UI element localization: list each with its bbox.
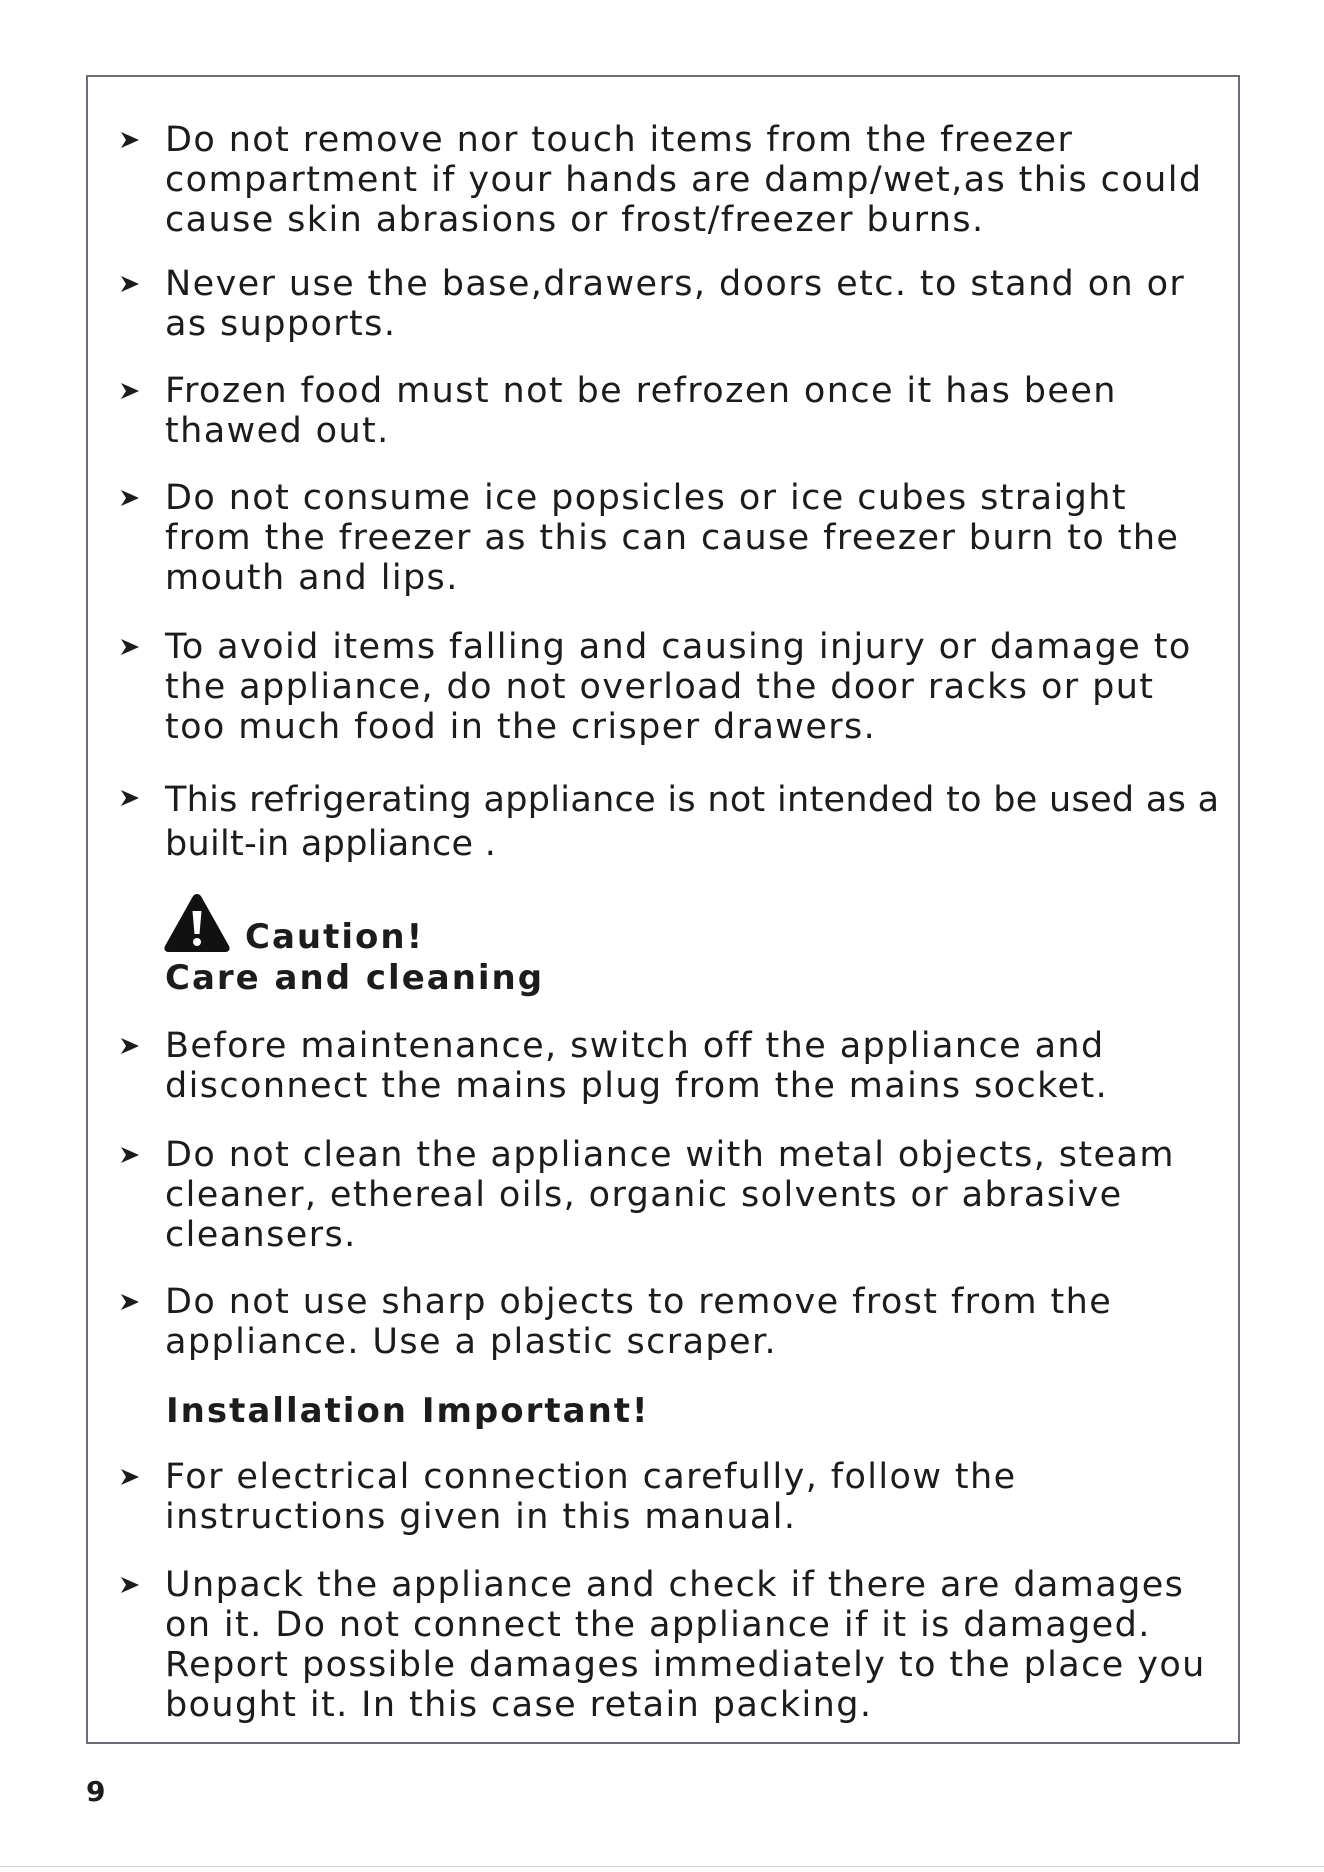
arrowhead-bullet-icon <box>110 1135 150 1175</box>
warning-triangle-icon <box>162 891 232 954</box>
arrowhead-bullet-icon <box>110 778 150 818</box>
list-item-text: For electrical connection carefully, follow the instructions given in this manual. <box>165 1457 1017 1537</box>
arrowhead-bullet-icon <box>110 1457 150 1497</box>
list-item-text: Do not consume ice popsicles or ice cubes straight from the freezer as this can cause freezer burn to the mouth and lips. <box>165 478 1180 598</box>
page-number: 9 <box>86 1775 106 1808</box>
arrowhead-bullet-icon <box>110 371 150 411</box>
arrowhead-bullet-icon <box>110 1282 150 1322</box>
list-item-text: Before maintenance, switch off the appliance and disconnect the mains plug from the mains socket. <box>165 1026 1109 1106</box>
list-item-text: Do not clean the appliance with metal objects, steam cleaner, ethereal oils, organic solvents or abrasive cleansers. <box>165 1135 1175 1255</box>
section-heading-installation: Installation Important! <box>166 1391 650 1431</box>
list-item-text: Do not remove nor touch items from the freezer compartment if your hands are damp/wet,as this could cause skin abrasions or frost/freezer burns. <box>165 120 1203 240</box>
arrowhead-bullet-icon <box>110 1026 150 1066</box>
list-item-text: To avoid items falling and causing injury or damage to the appliance, do not overload the door racks or put too much food in the crisper drawers. <box>165 627 1192 747</box>
arrowhead-bullet-icon <box>110 627 150 667</box>
list-item-text: This refrigerating appliance is not intended to be used as a built-in appliance . <box>165 780 1220 864</box>
footer-divider <box>0 1866 1324 1867</box>
list-item-text: Frozen food must not be refrozen once it has been thawed out. <box>165 371 1117 451</box>
section-heading-care-cleaning: Care and cleaning <box>165 958 545 998</box>
arrowhead-bullet-icon <box>110 1565 150 1605</box>
arrowhead-bullet-icon <box>110 264 150 304</box>
caution-label: Caution! <box>245 917 425 957</box>
arrowhead-bullet-icon <box>110 478 150 518</box>
list-item-text: Do not use sharp objects to remove frost from the appliance. Use a plastic scraper. <box>165 1282 1113 1362</box>
arrowhead-bullet-icon <box>110 120 150 160</box>
list-item-text: Never use the base,drawers, doors etc. to stand on or as supports. <box>165 264 1186 344</box>
list-item-text: Unpack the appliance and check if there are damages on it. Do not connect the appliance if it is damaged. Report possible damages immediately to the place you bought it. In this case retain packing. <box>165 1565 1206 1725</box>
